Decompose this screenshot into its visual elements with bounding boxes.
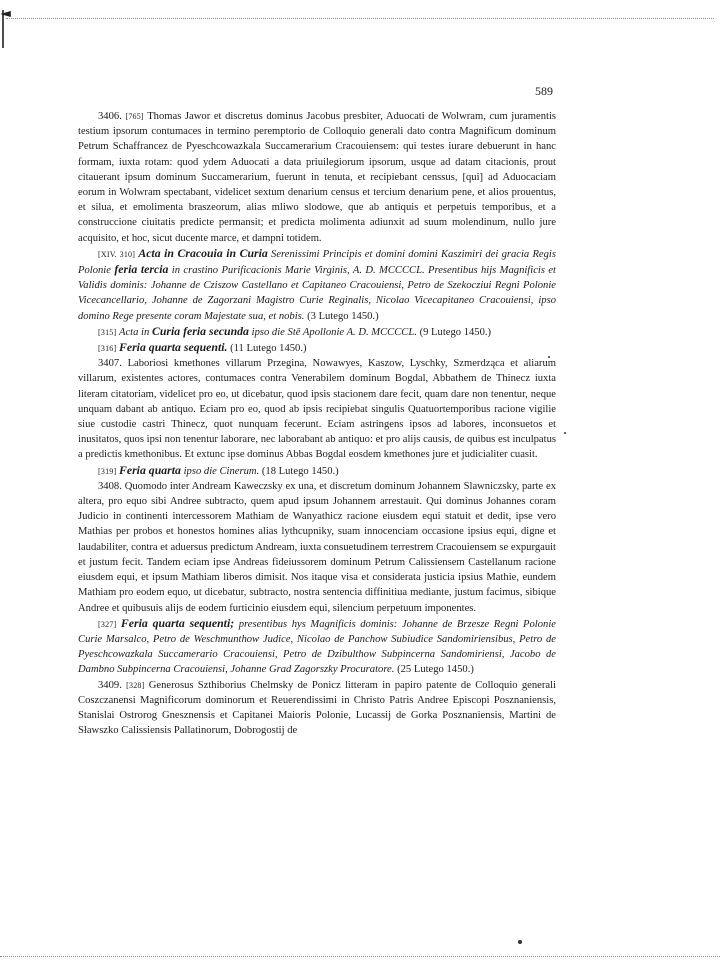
heading-date: (18 Lutego 1450.) — [261, 465, 339, 477]
heading-text: ipso die Cinerum. — [183, 465, 260, 477]
heading-ref: [315] — [98, 327, 117, 337]
page-number: 589 — [535, 84, 553, 98]
scan-top-border — [6, 18, 714, 19]
entry-text: Quomodo inter Andream Kaweczsky ex una, et discretum dominum Johannem Slawniczsky, parte ex altera, pro equo sibi Andree subtracto, quem apud ipsum Johannem arrestauit. Qui dominus Johannes coram Judicio in continenti intercessorem Mathiam de Wanyathicz racione eiusdem equi statuit et dedit, ipse vero Mathias per probos et honestos homines alias lythcupniky, suam innocenciam occasione ipsius equi, digne et laudabiliter, contra et aduersus predictum Andream, iuxta consuetudinem terrestrem Cracouiensem se expurgauit et justum fecit. Tandem eciam ipse Andreas fideiussorem dominum Petrum Calissiensem Castellanum racione eiusdem equi, et ipsum Mathiam liberos dimisit. Nos itaque visa et considerata justicia ipsius Mathie, eundem Mathiam pro eodem equo, ut dicebatur, subtracto, nostra sentencia diffinitiua mediante, justum facimus, sibique Andree et quibusuis alijs de eodem furticinio eiusdem equi, silencium perpetuum imponentes. — [78, 480, 557, 614]
entry-number: 3406. — [98, 111, 122, 122]
heading-315 — [78, 324, 556, 340]
entry-3407 — [78, 356, 556, 462]
heading-327 — [78, 616, 556, 678]
entry-number: 3407. — [98, 358, 122, 370]
heading-text-2: in crastino Purificacionis Marie Virginis, A. D. MCCCCL. Presentibus hijs Magnificis et Validis dominis: Johanne de Cziszow Castellano et Capitaneo Cracouiensi, Petro de Szekocziui Regni Polonie Vicecancellario, Johanne de Zagorzani Magistro Curie Reginalis, Nicolao Vicecapitaneo Cracouiensi, ipso domino Rege presente coram Majestate sua, et nobis. — [78, 265, 556, 322]
heading-title: Feria quarta sequenti; — [120, 615, 235, 630]
heading-text: ipso die Stē Apollonie A. D. MCCCCL. — [251, 326, 417, 338]
heading-title: Acta in Cracouia in Curia — [138, 245, 268, 260]
heading-310 — [78, 246, 556, 324]
heading-date: (9 Lutego 1450.) — [419, 326, 492, 338]
heading-pre: Acta in — [118, 326, 150, 338]
heading-title-2: feria tercia — [114, 262, 169, 277]
heading-ref: [316] — [98, 344, 117, 354]
document-text — [78, 109, 556, 738]
entry-text: Generosus Szthiborius Chelmsky de Ponicz litteram in papiro patente de Colloquio generali Coszczanensi Magnificorum dominorum et Reuerendissimi in Christo Patris Andree Episcopi Posznaniensis, Stanislai Ostrorog Gnesznensis et Capitanei Maioris Polonie, Lucassij de Gorka Posznaniensis, Martini de Sławszko Calissiensis Pallatinorum, Dobrogostij de — [78, 679, 556, 737]
heading-date: (11 Lutego 1450.) — [230, 343, 307, 355]
entry-text: Laboriosi kmethones villarum Przegina, Nowawyes, Kaszow, Lyschky, Szmerdząca et aliarum villarum, existentes actores, contumaces contra Venerabilem dominum Bogdal, Abbathem de Thinecz iuxta literam citatoriam, videlicet pro eo, ut dicebatur, quod ipsis stacionem dare fecit, quam dare non tenentur, neque unquam dabant ab antiquo. Eciam pro eo, quod ab ipsis recipiebat singulis Quatuortemporibus racione vigilie siue custodie castri Thinecz, quot nunquam fecerunt. Eciam astringens ipsos ad labores, inconsuetos et inusitatos, quos ipsi non tenentur laborare, nec laborabant ab antiquo: et pro alijs causis, de quibus est inculpatus a predictis kmethonibus. Et extunc ipse dominus Abbas Bogdal eosdem kmethones jure et judicialiter cuasit. — [78, 358, 556, 461]
heading-ref: [319] — [98, 466, 117, 476]
heading-316 — [78, 340, 556, 356]
entry-number: 3408. — [98, 480, 122, 492]
entry-ref: [765] — [125, 112, 144, 121]
heading-date: (3 Lutego 1450.) — [307, 310, 379, 322]
entry-number: 3409. — [98, 679, 122, 691]
scan-bottom-border — [0, 956, 720, 957]
heading-title: Feria quarta sequenti. — [118, 340, 228, 355]
scan-speck — [564, 432, 566, 434]
heading-ref: [XIV. 310] — [98, 249, 136, 259]
entry-ref: [328] — [126, 680, 145, 690]
heading-text: presentibus hys Magnificis dominis: Johanne de Brzesze Regni Polonie Curie Marsalco, Petro de Weschmunthow Judice, Nicolao de Panchow Subiudice Sandomiriensibus, Petro de Pyeschcowazkala Succamerario Cracouiensi, Petro de Dzibulthow Subpincerna Sandomiriensi, Jacobo de Dambno Subpincerna Cracouiensi, Johanne Grad Zagorszky Procuratore. — [78, 618, 556, 676]
entry-3406 — [78, 109, 556, 246]
heading-title: Curia feria secunda — [151, 323, 249, 338]
heading-text: Serenissimi Principis et domini domini Kaszimiri dei gracia Regis Polonie — [78, 248, 556, 277]
scan-edge-mark — [1, 10, 13, 50]
entry-3408 — [78, 479, 556, 616]
entry-3409 — [78, 678, 556, 739]
heading-ref: [327] — [98, 619, 117, 629]
scan-speck — [518, 940, 522, 944]
heading-title: Feria quarta — [118, 462, 181, 477]
entry-text: Thomas Jawor et discretus dominus Jacobus presbiter, Aduocati de Wolwram, cum juramentis testium ipsorum contumaces in termino peremptorio de Colloquio generali dato contra Magnificum dominum Petrum Schaffrancez de Pyeschcowazkala Succamerarium Cracouiensem: qui testes iurare debuerunt in hanc formam, iuxta rotam: quod ydem Aduocati a data priuilegiorum ipsorum, usque ad datam citacionis, prout citauerant ipsum dominum Succamerarium, fuerunt in tenuta, et recipiebant censsus, [qui] ad Aduocaciam eorum in Wolwram spectabant, videlicet sextum denarium census et tercium denarium pene, et alios prouentus, et silua, et emolimenta braszeorum, alias mliwo slodowe, que ab antiquis et perpetuis temporibus, et a construccione ciuitatis predicte permansit; et predicta molimenta adiunxit ad suum molendinum, nullo jure acquisito, et hoc, sicut ducente marce, et dampni totidem. — [78, 111, 557, 244]
heading-319 — [78, 463, 556, 479]
heading-date: (25 Lutego 1450.) — [397, 664, 474, 676]
